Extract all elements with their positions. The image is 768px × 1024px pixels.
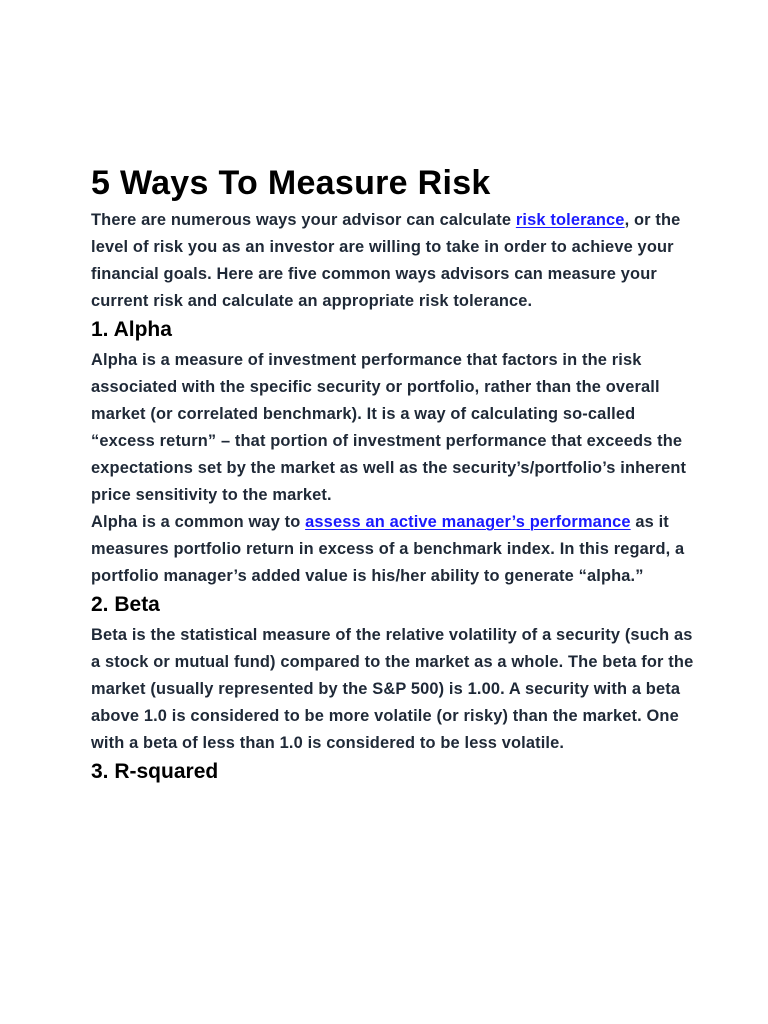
risk-tolerance-link[interactable]: risk tolerance [515,211,625,229]
alpha-text-start: Alpha is a common way to [91,513,306,531]
intro-text-end: , or the level of risk you as an investor are willing to take in order to achieve your financial goals. Here are five common ways advisors can measure your current risk and calculate an appropriate risk tolerance. [91,211,681,310]
section-heading-alpha: 1. Alpha [91,318,172,341]
section-heading-r-squared: 3. R-squared [91,760,219,783]
section-heading-beta: 2. Beta [91,593,160,616]
alpha-paragraph-2 [91,509,698,590]
alpha-text-end: as it measures portfolio return in excess of a benchmark index. In this regard, a portfolio manager’s added value is his/her ability to generate “alpha.” [91,513,685,585]
active-manager-performance-link[interactable]: assess an active manager’s performance [305,513,631,531]
beta-paragraph: Beta is the statistical measure of the relative volatility of a security (such as a stock or mutual fund) compared to the market as a whole. The beta for the market (usually represented by the S&P 500) is 1.00. A security with a beta above 1.0 is considered to be more volatile (or risky) than the market. One with a beta of less than 1.0 is considered to be less volatile. [91,626,694,752]
alpha-paragraph-1: Alpha is a measure of investment performance that factors in the risk associated with the specific security or portfolio, rather than the overall market (or correlated benchmark). It is a way of calculating so-called “excess return” – that portion of investment performance that exceeds the expectations set by the market as well as the security’s/portfolio’s inherent price sensitivity to the market. [91,351,687,504]
intro-paragraph [91,207,698,315]
intro-text-start: There are numerous ways your advisor can calculate [91,211,516,229]
page-title: 5 Ways To Measure Risk [91,164,491,202]
